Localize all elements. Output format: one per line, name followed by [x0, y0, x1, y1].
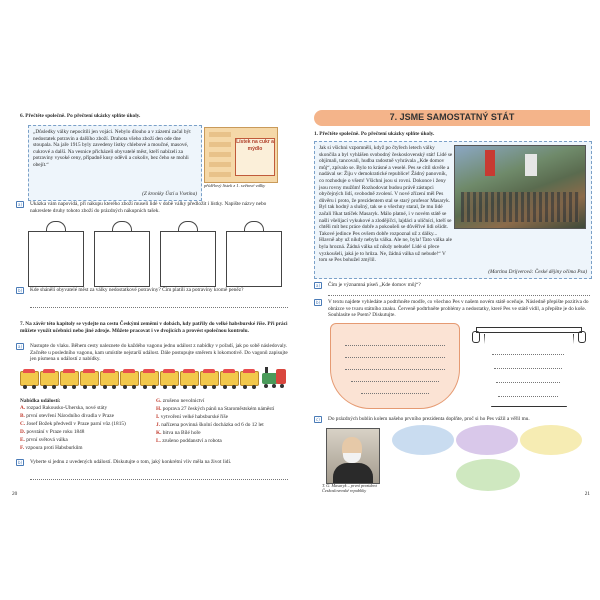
wagon[interactable] — [20, 371, 39, 386]
event-letter: I. — [156, 414, 161, 420]
event-text: nařízena povinná školní docházka od 6 do 12 let — [161, 422, 264, 428]
task6-quote-source: (Z kroniky Ústí u Vsetína) — [142, 191, 197, 198]
shopping-bag-4[interactable] — [226, 221, 282, 287]
event-item — [156, 422, 290, 429]
celebration-crowd-photo — [454, 145, 586, 229]
bag-body — [94, 231, 150, 287]
event-text: vytvoření velké habsburské říše — [160, 414, 228, 420]
event-letter: H. — [156, 406, 163, 412]
event-item — [20, 405, 154, 412]
page-number: 21 — [584, 491, 590, 497]
task6-quote-text: „Důsledky války nepocítili jen vojáci. Nebylo dlouho a v zázemí začal být nedostatek potravin a dalšího zboží. Drahota všeho zboží den ode dne stoupala. Na jaře 1915 byly zavedeny lístky chlebové a moučné, masové, cukrové a další. Na vesnice přicházeli obyvatelé měst, kteří nabízeli za potraviny vysoké ceny, případně kusy oděvů a cokoliv, bez čeho se mohli obejít.“ — [33, 129, 191, 168]
event-item — [20, 421, 154, 428]
wagon[interactable] — [220, 371, 239, 386]
wagon[interactable] — [200, 371, 219, 386]
wagon[interactable] — [160, 371, 179, 386]
left-page — [8, 103, 294, 503]
answer-bubble-green[interactable] — [456, 459, 520, 491]
task1-heading: 1. Přečtěte společně. Po přečtení ukázky splňte úkoly. — [314, 131, 435, 137]
event-item — [156, 406, 290, 413]
answer-line[interactable] — [345, 338, 445, 346]
answer-line[interactable] — [328, 288, 590, 296]
shopping-bag-3[interactable] — [160, 221, 216, 287]
event-item — [156, 398, 290, 405]
state-emblem-shield[interactable] — [330, 323, 460, 409]
event-text: zrušeno nevolnictví — [162, 398, 205, 404]
bag-body — [160, 231, 216, 287]
task1-quote-text: Jak si všichni vzpomněli, když po čtyřech letech války skončila a byl vyhlášen svobodný československý stát! Lidé se objímali, tancovali, hudba radostně vyhrávala „Kde domov můj“, zpívalo se. Bylo to krásné a veselé. Pes se cítil skvěle a nadával se: Žiju v demokratické republice! Žádný panovník, co rozhoduje o všem! Všichni jsou si rovni. Dokonce i ženy jsou rovny mužům! Rozhodovat budou právě zástupci obyčejných lidí, svobodně zvolení. V nové zřízení měl Pes důvěru i proto, že prezidentem stal se starý profesor Masaryk. Byl tak hodný a slušný, tak se o všechny staral, že mu lidé začali říkat tatíček Masaryk. Málo platné, i v novém státě se našli všelijací vykukové a zlodějíčci, lajdáci a uličníci, kteří se chtěli mít bez práce dobře a pokoušeli se důvěřivé lidi ošidit. Takové jedince Pes ovšem dobře rozpoznal už z dálky... Hlavně aby už nikdy nebyla válka. Ale ne, byla! Tato válka ale byla hrozná. Žádná válka už nikdy nebude! Lidé si přece vyzkoušeli, jaká je to hrůza. Ne, žádná válka už nebude!“ V tom se Pes bohužel zmýlil. — [319, 145, 453, 264]
masaryk-portrait — [326, 428, 380, 484]
event-item — [156, 438, 290, 445]
event-item — [20, 445, 154, 452]
wagon[interactable] — [180, 371, 199, 386]
right-page — [306, 103, 592, 503]
answer-line[interactable] — [30, 300, 288, 308]
event-text: první otevření Národního divadla v Praze — [26, 413, 114, 419]
shopping-bag-1[interactable] — [28, 221, 84, 287]
wagon[interactable] — [40, 371, 59, 386]
wagon[interactable] — [100, 371, 119, 386]
waste-basket-icon[interactable] — [476, 323, 584, 411]
event-letter: E. — [20, 437, 27, 443]
answer-bubble-blue[interactable] — [392, 425, 454, 455]
answer-bubble-yellow[interactable] — [520, 425, 582, 455]
event-letter: K. — [156, 430, 163, 436]
task-a-icon: a) — [316, 283, 321, 288]
wagon[interactable] — [120, 371, 139, 386]
coupon-stubs — [209, 132, 231, 178]
answer-line[interactable] — [351, 374, 439, 382]
task-c-icon: c) — [316, 417, 320, 422]
task-b-icon: b) — [18, 288, 23, 293]
wagon[interactable] — [60, 371, 79, 386]
ration-coupon-image — [204, 127, 278, 183]
task1a-text: Čím je významná píseň „Kde domov můj“? — [328, 282, 421, 288]
answer-line[interactable] — [361, 386, 429, 394]
events-menu-title: Nabídka událostí: — [20, 398, 61, 404]
task6-heading: 6. Přečtěte společně. Po přečtení ukázky splňte úkoly. — [20, 113, 141, 119]
event-item — [20, 429, 154, 436]
event-text: zrušeno poddanství a robota — [162, 438, 222, 444]
task7a-text: Nastupte do vlaku. Během cesty naleznete do každého vagonu jednu událost z nabídky v pořadí, jak po sobě následovaly. Začněte u posledního vagonu, kam umístíte nejstarší událost. Dále postupujte směrem k lokomotivě. Do vagonů zapisujte jen písmena u událostí z nabídky. — [30, 343, 288, 363]
event-letter: L. — [156, 438, 163, 444]
event-letter: B. — [20, 413, 27, 419]
basket-handle — [472, 331, 480, 343]
event-letter: C. — [20, 421, 27, 427]
task1b-text: V textu najdete vyhledáte a podtrhněte modře, co všechno Pes v našem novém státě oceňuje. Následně přepište pozitiva do obrázce ve tvaru státního znaku. Červeně podtrhněte problémy a nedostatky, které Pes ve státě vidil, a přepište je do koše. Souhlasíte se Psem? Diskutujte. — [328, 299, 589, 319]
event-text: rozpad Rakousko-Uherska, nové státy — [26, 405, 108, 411]
event-text: povstání v Praze roku 1848 — [26, 429, 85, 435]
task-b-icon: b) — [316, 300, 321, 305]
event-letter: F. — [20, 445, 26, 451]
chapter-title-band — [314, 110, 590, 126]
task6-quote-box — [28, 125, 202, 201]
event-letter: G. — [156, 398, 163, 404]
portrait-caption: T. G. Masaryk – první prezident Československé republiky — [322, 483, 377, 493]
task-a-icon: a) — [18, 202, 23, 207]
event-item — [20, 437, 154, 444]
answer-bubble-purple[interactable] — [456, 425, 518, 455]
task1c-text: Do prázdných bublin kolem našeho prvního prezidenta doplňte, proč si ho Pes vážil a věřil mu. — [328, 416, 530, 422]
answer-line[interactable] — [30, 472, 288, 480]
train — [20, 371, 292, 389]
event-item — [20, 413, 154, 420]
answer-line[interactable] — [345, 362, 445, 370]
event-letter: D. — [20, 429, 27, 435]
event-item — [156, 430, 290, 437]
task7-heading: 7. Na závěr této kapitoly se vydejte na cestu Českými zeměmi v dobách, kdy patřily do velké habsburské říše. Při práci můžete využít učebnici nebo jiné zdroje. Můžete pracovat i ve dvojicích a provést společnou kontrolu. — [20, 321, 288, 334]
event-text: popravа 27 českých pánů na Staroměstském náměstí — [162, 406, 275, 412]
page-number: 20 — [12, 491, 18, 497]
task6a-text: Ukázka vám napovídá, při nákupu kterého zboží museli lidé v době války předložit i lístky. Napište názvy nebo nakreslete druhy tohoto zboží do prázdných nákupních tašek. — [30, 201, 267, 214]
answer-line[interactable] — [496, 375, 560, 383]
event-letter: A. — [20, 405, 27, 411]
shopping-bag-2[interactable] — [94, 221, 150, 287]
event-text: vzpoura proti Habsburkům — [25, 445, 83, 451]
bag-body — [28, 231, 84, 287]
bag-body — [226, 231, 282, 287]
answer-line[interactable] — [492, 347, 564, 355]
event-text: bitva na Bílé hoře — [162, 430, 201, 436]
task-b-icon: b) — [18, 460, 23, 465]
wagon[interactable] — [240, 371, 259, 386]
wagon[interactable] — [80, 371, 99, 386]
wagon[interactable] — [140, 371, 159, 386]
basket-rim — [476, 327, 582, 333]
coupon-label: Lístek na cukr a mýdlo — [235, 138, 275, 176]
answer-line[interactable] — [494, 361, 562, 369]
event-text: Josef Božek předvedl v Praze parní vůz (1815) — [26, 421, 126, 427]
task1-quote-source: (Martina Drijverová: České dějiny očima Psa) — [488, 269, 587, 276]
task7b-text: Vyberte si jednu z uvedených událostí. Diskutujte o tom, jaký konkrétní vliv měla na život lidí. — [30, 459, 232, 465]
locomotive-icon — [262, 369, 288, 385]
event-text: první světová válka — [26, 437, 68, 443]
task-a-icon: a) — [18, 344, 23, 349]
chapter-title: 7. JSME SAMOSTATNÝ STÁT — [389, 112, 515, 122]
coupon-caption: přídělový lístek z 1. světové války — [204, 183, 266, 188]
answer-line[interactable] — [345, 350, 445, 358]
task6b-text: Kde shánělí obyvatelé měst za války nedostatkové potraviny? Čím platili za potraviny kromě peněz? — [30, 287, 244, 293]
event-item — [156, 414, 290, 421]
answer-line[interactable] — [498, 389, 558, 397]
basket-handle — [578, 331, 586, 343]
event-letter: J. — [156, 422, 162, 428]
